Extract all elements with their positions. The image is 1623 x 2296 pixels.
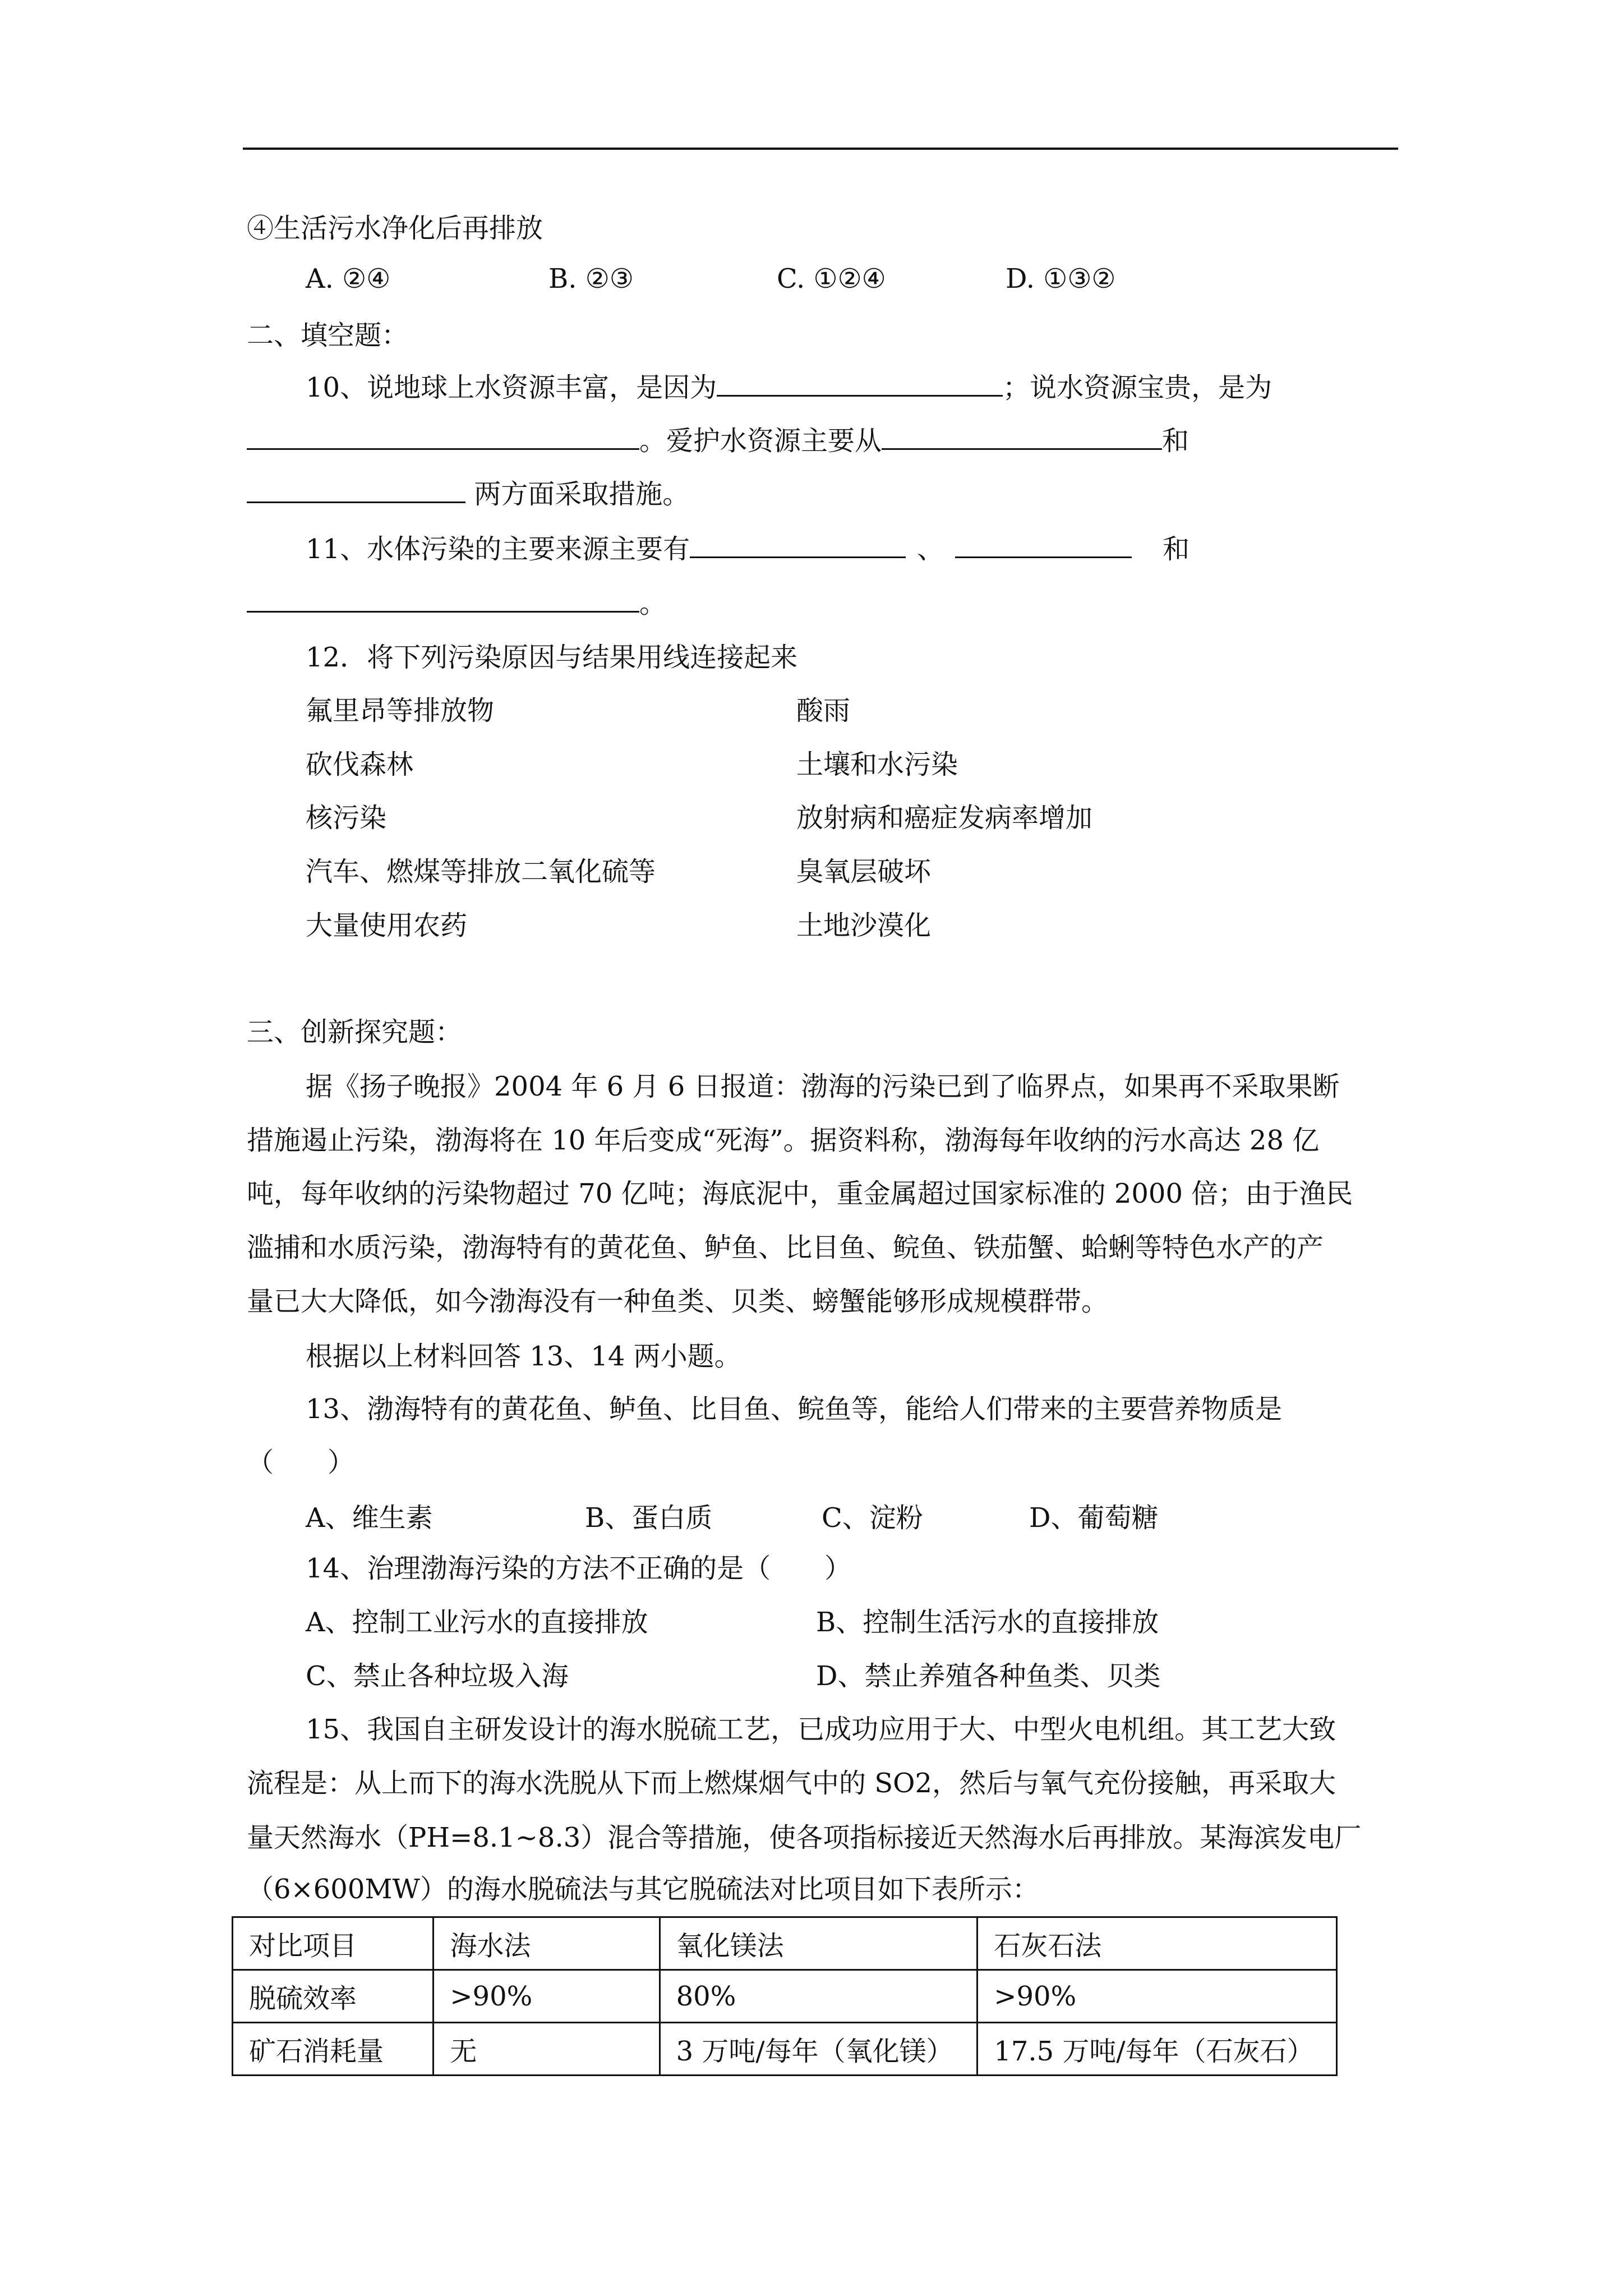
q14-option-b: B、控制生活污水的直接排放 bbox=[816, 1607, 1159, 1638]
table-cell: 17.5 万吨/每年（石灰石） bbox=[978, 2023, 1337, 2076]
q15-line-3: 量天然海水（PH=8.1~8.3）混合等措施，使各项指标接近天然海水后再排放。某海滨发电厂 bbox=[247, 1822, 1362, 1853]
q13-option-d: D、葡萄糖 bbox=[1029, 1502, 1159, 1534]
q9-option-c: C. ①②④ bbox=[777, 263, 886, 295]
table-cell: >90% bbox=[978, 1970, 1337, 2023]
q12-result-2: 土壤和水污染 bbox=[796, 749, 958, 780]
table-cell: 80% bbox=[660, 1970, 978, 2023]
q12-result-3: 放射病和癌症发病率增加 bbox=[796, 802, 1093, 834]
q12-cause-3: 核污染 bbox=[306, 802, 387, 834]
q15-line-1: 15、我国自主研发设计的海水脱硫工艺，已成功应用于大、中型火电机组。其工艺大致 bbox=[306, 1714, 1336, 1745]
q12-prompt: 12．将下列污染原因与结果用线连接起来 bbox=[306, 642, 798, 673]
passage-line-3: 吨，每年收纳的污染物超过 70 亿吨；海底泥中，重金属超过国家标准的 2000 倍；由于渔民 bbox=[247, 1178, 1353, 1209]
q10-text-2: ；说水资源宝贵，是为 bbox=[1003, 372, 1272, 403]
q13-line1: 13、渤海特有的黄花鱼、鲈鱼、比目鱼、鲩鱼等，能给人们带来的主要营养物质是 bbox=[306, 1393, 1283, 1425]
q10-blank-1[interactable] bbox=[717, 370, 1003, 397]
q12-cause-2: 砍伐森林 bbox=[306, 749, 414, 780]
q11-text-3: 和 bbox=[1163, 533, 1190, 565]
q13-option-a: A、维生素 bbox=[306, 1502, 433, 1534]
q15-line-4: （6×600MW）的海水脱硫法与其它脱硫法对比项目如下表所示： bbox=[247, 1874, 1039, 1905]
table-cell: 3 万吨/每年（氧化镁） bbox=[660, 2023, 978, 2076]
q12-cause-4: 汽车、燃煤等排放二氧化硫等 bbox=[306, 856, 656, 887]
q9-item4: ④生活污水净化后再排放 bbox=[247, 213, 543, 244]
comparison-table bbox=[232, 1916, 1338, 2076]
q14-prompt: 14、治理渤海污染的方法不正确的是（ ） bbox=[306, 1553, 852, 1584]
table-cell: 无 bbox=[434, 2023, 660, 2076]
passage-line-2: 措施遏止污染，渤海将在 10 年后变成“死海”。据资料称，渤海每年收纳的污水高达 28 亿 bbox=[247, 1125, 1320, 1156]
q11-text-4: 。 bbox=[639, 588, 667, 619]
q10-text-5: 两方面采取措施。 bbox=[465, 478, 690, 510]
passage-instruction: 根据以上材料回答 13、14 两小题。 bbox=[306, 1341, 741, 1372]
q10-blank-4[interactable] bbox=[247, 477, 465, 503]
q11-blank-2[interactable] bbox=[955, 532, 1132, 558]
q11-line1 bbox=[306, 532, 1189, 566]
q10-line3 bbox=[247, 477, 689, 511]
q13-option-b: B、蛋白质 bbox=[585, 1502, 713, 1534]
q9-option-a: A. ②④ bbox=[306, 263, 391, 295]
header-rule bbox=[243, 148, 1398, 150]
table-header-cell: 对比项目 bbox=[233, 1917, 434, 1970]
q12-cause-1: 氟里昂等排放物 bbox=[306, 695, 495, 726]
q11-text-2: 、 bbox=[917, 533, 944, 565]
passage-line-4: 滥捕和水质污染，渤海特有的黄花鱼、鲈鱼、比目鱼、鲩鱼、铁茄蟹、蛤蜊等特色水产的产 bbox=[247, 1232, 1324, 1263]
q11-blank-1[interactable] bbox=[690, 532, 906, 558]
table-header-cell: 氧化镁法 bbox=[660, 1917, 978, 1970]
table-header-row bbox=[233, 1917, 1337, 1970]
q12-result-4: 臭氧层破坏 bbox=[796, 856, 932, 887]
table-cell: 矿石消耗量 bbox=[233, 2023, 434, 2076]
q12-result-1: 酸雨 bbox=[796, 695, 851, 726]
q10-text-1: 10、说地球上水资源丰富，是因为 bbox=[306, 372, 717, 403]
q10-text-3: 。爱护水资源主要从 bbox=[639, 425, 882, 457]
q11-text-1: 11、水体污染的主要来源主要有 bbox=[306, 533, 690, 565]
q13-line2: （ ） bbox=[247, 1447, 355, 1478]
table-header-cell: 石灰石法 bbox=[978, 1917, 1337, 1970]
q12-result-5: 土地沙漠化 bbox=[796, 910, 932, 941]
q15-line-2: 流程是：从上而下的海水洗脱从下而上燃煤烟气中的 SO2，然后与氧气充份接触，再采取大 bbox=[247, 1768, 1336, 1799]
q10-text-4: 和 bbox=[1162, 425, 1189, 457]
q11-line2 bbox=[247, 586, 666, 620]
table-row bbox=[233, 1970, 1337, 2023]
q10-blank-3[interactable] bbox=[882, 424, 1162, 450]
table-row bbox=[233, 2023, 1337, 2076]
q14-option-d: D、禁止养殖各种鱼类、贝类 bbox=[816, 1660, 1161, 1692]
q13-option-c: C、淀粉 bbox=[822, 1502, 923, 1534]
table-header-cell: 海水法 bbox=[434, 1917, 660, 1970]
q9-option-b: B. ②③ bbox=[548, 263, 634, 295]
q12-cause-5: 大量使用农药 bbox=[306, 910, 468, 941]
q10-line2 bbox=[247, 424, 1189, 458]
q14-option-c: C、禁止各种垃圾入海 bbox=[306, 1660, 569, 1692]
q11-blank-3[interactable] bbox=[247, 586, 639, 613]
q10-line1 bbox=[306, 370, 1272, 404]
passage-line-1: 据《扬子晚报》2004 年 6 月 6 日报道：渤海的污染已到了临界点，如果再不采取果断 bbox=[306, 1071, 1340, 1102]
section2-heading: 二、填空题： bbox=[247, 320, 409, 351]
table-cell: >90% bbox=[434, 1970, 660, 2023]
q9-option-d: D. ①③② bbox=[1006, 263, 1116, 295]
table-cell: 脱硫效率 bbox=[233, 1970, 434, 2023]
q10-blank-2[interactable] bbox=[247, 424, 639, 450]
passage-line-5: 量已大大降低，如今渤海没有一种鱼类、贝类、螃蟹能够形成规模群带。 bbox=[247, 1286, 1109, 1317]
section3-heading: 三、创新探究题： bbox=[247, 1016, 463, 1048]
q14-option-a: A、控制工业污水的直接排放 bbox=[306, 1607, 648, 1638]
